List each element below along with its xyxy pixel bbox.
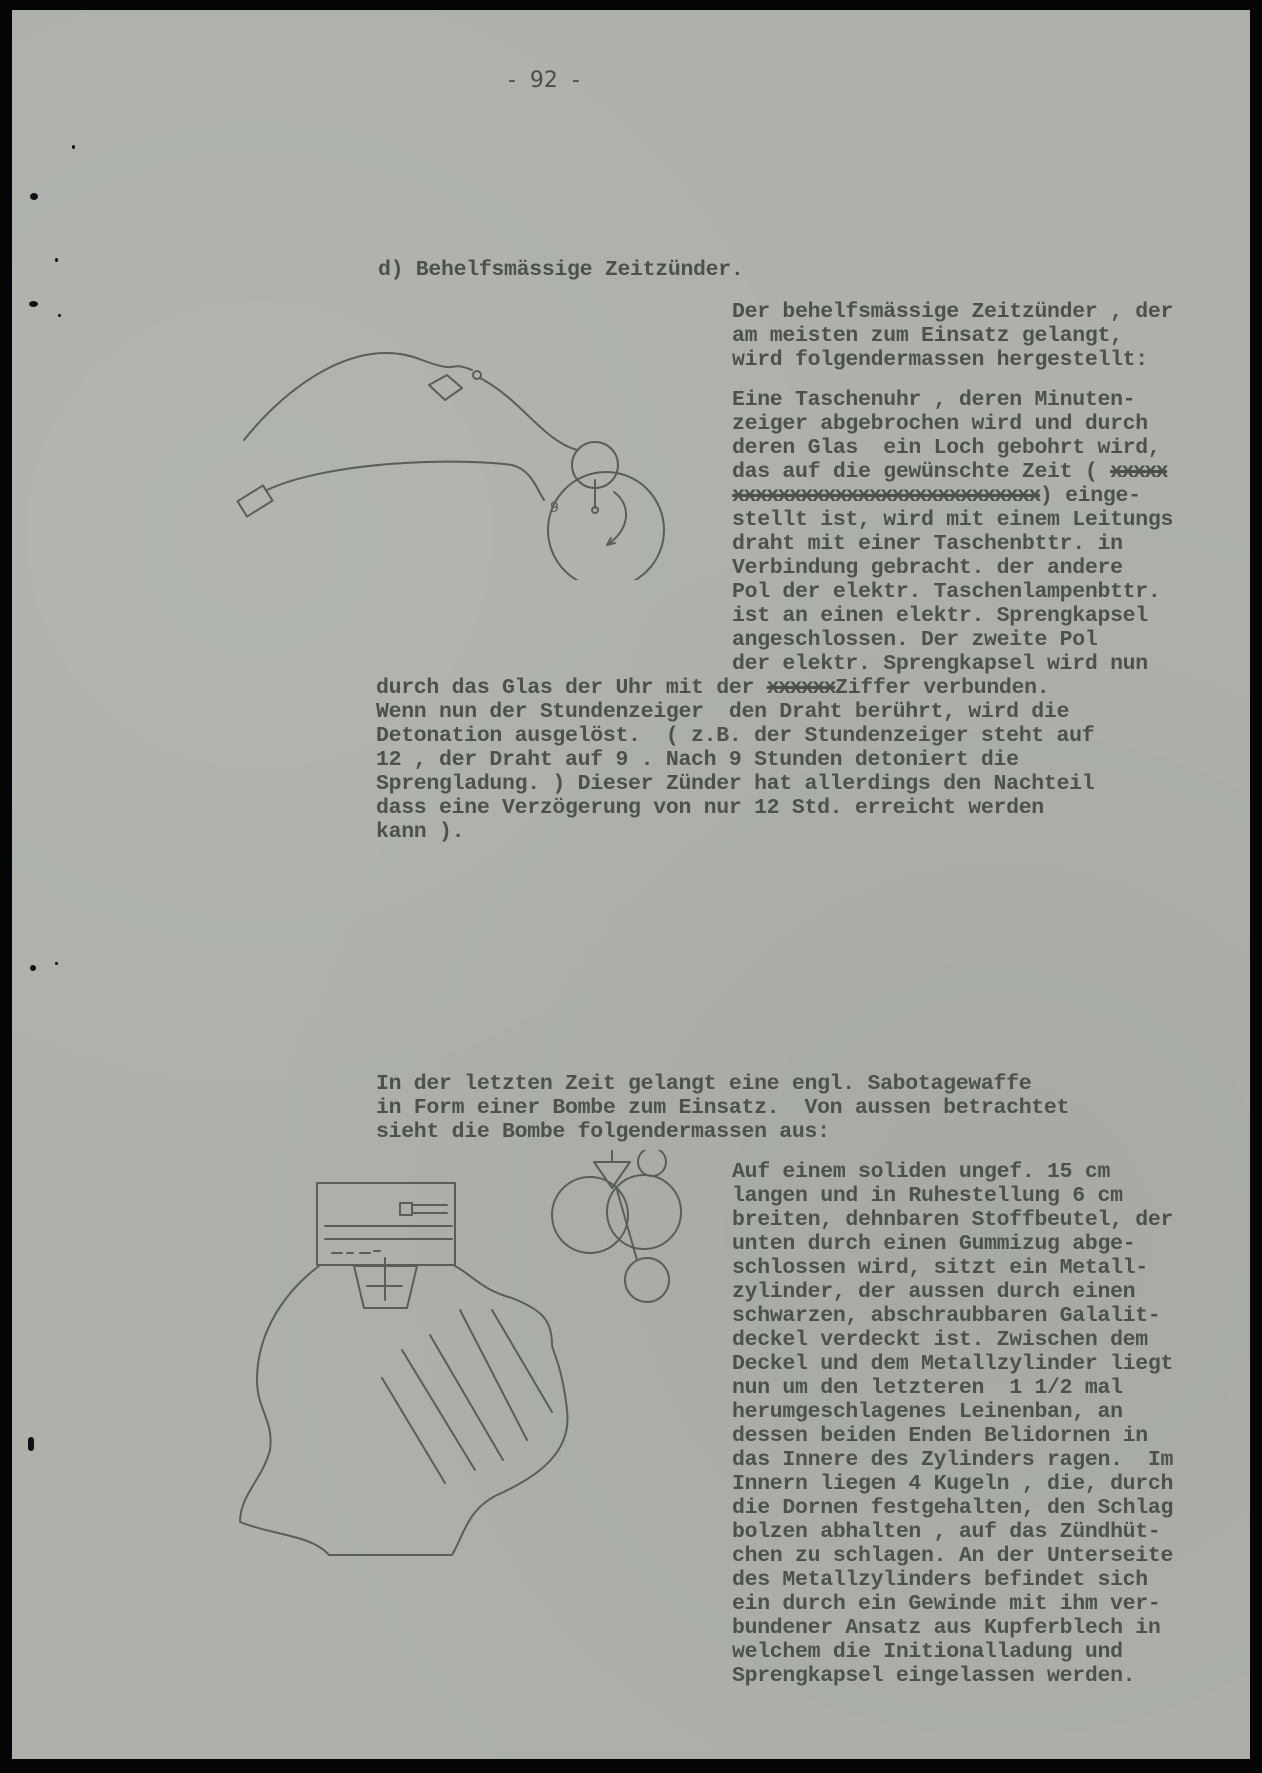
text-line: Wenn nun der Stundenzeiger den Draht berührt, wird die	[376, 700, 1070, 724]
struck-out-text: xxxxxxxxxxxxxxxxxxxxxxxxxxx	[732, 484, 1040, 508]
text-line: bolzen abhalten , auf das Zündhüt-	[732, 1520, 1161, 1544]
pocket-watch-fuse-drawing	[212, 340, 672, 580]
text-line: des Metallzylinders befindet sich	[732, 1568, 1148, 1592]
text-line: Auf einem soliden ungef. 15 cm	[732, 1160, 1111, 1184]
text-line: Deckel und dem Metallzylinder liegt	[732, 1352, 1174, 1376]
text-line: kann ).	[376, 820, 465, 844]
watch-face-icon	[548, 472, 664, 580]
punch-mark	[58, 314, 61, 317]
text-line: ein durch ein Gewinde mit ihm ver-	[732, 1592, 1161, 1616]
text-line: wird folgendermassen hergestellt:	[732, 348, 1148, 372]
document-page	[12, 10, 1250, 1759]
section-heading: d) Behelfsmässige Zeitzünder.	[378, 258, 744, 282]
text-line: breiten, dehnbaren Stoffbeutel, der	[732, 1208, 1174, 1232]
text-span: das auf die gewünschte Zeit (	[732, 460, 1111, 484]
text-line: sieht die Bombe folgendermassen aus:	[376, 1120, 830, 1144]
text-line: dass eine Verzögerung von nur 12 Std. erreicht werden	[376, 796, 1044, 820]
text-line: Sprengladung. ) Dieser Zünder hat allerdings den Nachteil	[376, 772, 1095, 796]
text-line: der elektr. Sprengkapsel wird nun	[732, 652, 1148, 676]
text-line: schlossen wird, sitzt ein Metall-	[732, 1256, 1148, 1280]
punch-mark	[72, 145, 75, 149]
text-line: zeiger abgebrochen wird und durch	[732, 412, 1148, 436]
punch-mark	[30, 965, 36, 971]
text-line	[376, 676, 1049, 700]
page-number: - 92 -	[508, 68, 580, 93]
punch-mark	[28, 1437, 34, 1451]
text-line	[732, 460, 1167, 484]
struck-out-text: xxxxxx	[766, 676, 836, 700]
text-line: draht mit einer Taschenbttr. in	[732, 532, 1123, 556]
text-line: herumgeschlagenes Leinenban, an	[732, 1400, 1123, 1424]
punch-mark	[29, 301, 38, 307]
text-line: Eine Taschenuhr , deren Minuten-	[732, 388, 1136, 412]
punch-mark	[30, 193, 38, 200]
text-line: Pol der elektr. Taschenlampenbttr.	[732, 580, 1161, 604]
text-line: stellt ist, wird mit einem Leitungs	[732, 508, 1174, 532]
text-line: Verbindung gebracht. der andere	[732, 556, 1123, 580]
text-line: Innern liegen 4 Kugeln , die, durch	[732, 1472, 1174, 1496]
battery-icon	[429, 375, 462, 400]
dial-number-label: 9	[550, 500, 559, 516]
text-line: Der behelfsmässige Zeitzünder , der	[732, 300, 1174, 324]
text-span: ) einge-	[1039, 484, 1141, 508]
text-line: 12 , der Draht auf 9 . Nach 9 Stunden detoniert die	[376, 748, 1019, 772]
text-line: Detonation ausgelöst. ( z.B. der Stundenzeiger steht auf	[376, 724, 1095, 748]
punch-mark	[55, 258, 58, 262]
ball-icon	[625, 1258, 669, 1302]
text-span: durch das Glas der Uhr mit der	[376, 676, 767, 700]
ball-icon	[607, 1175, 681, 1249]
text-line: deckel verdeckt ist. Zwischen dem	[732, 1328, 1148, 1352]
struck-out-text: xxxxx	[1110, 460, 1168, 484]
punch-mark	[55, 962, 58, 965]
text-line: chen zu schlagen. An der Unterseite	[732, 1544, 1174, 1568]
text-line: das Innere des Zylinders ragen. Im	[732, 1448, 1174, 1472]
text-line: welchem die Initionalladung und	[732, 1640, 1123, 1664]
text-line: langen und in Ruhestellung 6 cm	[732, 1184, 1123, 1208]
text-line: Sprengkapsel eingelassen werden.	[732, 1664, 1136, 1688]
text-line: ist an einen elektr. Sprengkapsel	[732, 604, 1148, 628]
text-line: zylinder, der aussen durch einen	[732, 1280, 1136, 1304]
text-line: am meisten zum Einsatz gelangt,	[732, 324, 1123, 348]
text-line: unten durch einen Gummizug abge-	[732, 1232, 1136, 1256]
text-line: dessen beiden Enden Belidornen in	[732, 1424, 1148, 1448]
text-line: die Dornen festgehalten, den Schlag	[732, 1496, 1174, 1520]
text-line	[732, 484, 1141, 508]
text-line: In der letzten Zeit gelangt eine engl. Sabotagewaffe	[376, 1072, 1032, 1096]
text-line: in Form einer Bombe zum Einsatz. Von aussen betrachtet	[376, 1096, 1070, 1120]
sabotage-bomb-drawing	[212, 1150, 712, 1570]
text-line: schwarzen, abschraubbaren Galalit-	[732, 1304, 1161, 1328]
text-line: nun um den letzteren 1 1/2 mal	[732, 1376, 1123, 1400]
text-line: angeschlossen. Der zweite Pol	[732, 628, 1098, 652]
text-span: Ziffer verbunden.	[835, 676, 1050, 700]
text-line: bundener Ansatz aus Kupferblech in	[732, 1616, 1161, 1640]
text-line: deren Glas ein Loch gebohrt wird,	[732, 436, 1161, 460]
